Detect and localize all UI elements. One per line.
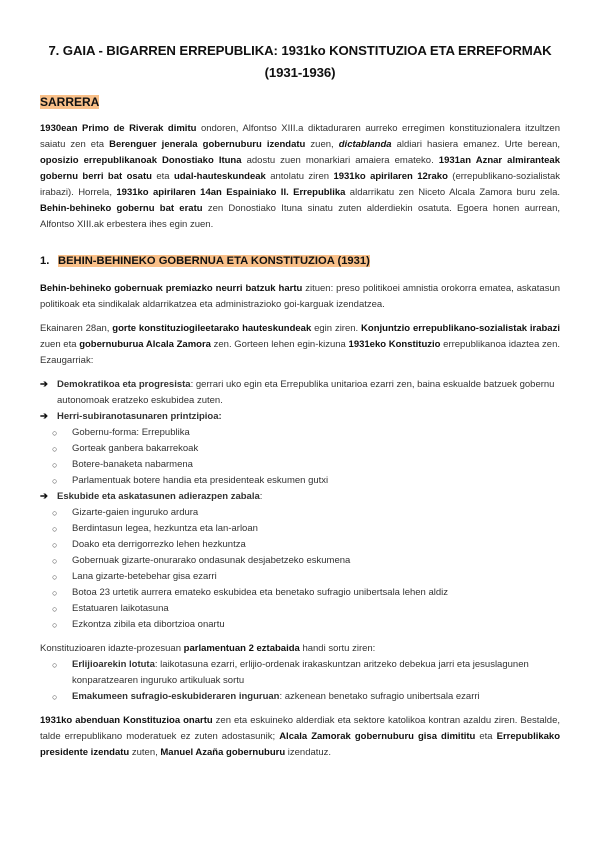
feature-item: ➔ Demokratikoa eta progresista: gerrari uko egin eta Errepublika unitarioa ezarri zen, baina eskualde batzuek gobernu autonomoak eratzeko eskubidea zuten.	[40, 379, 555, 406]
title-line-1: 7. GAIA - BIGARREN ERREPUBLIKA: 1931ko KONSTITUZIOA ETA ERREFORMAK	[48, 43, 552, 58]
circle-bullet-icon: ○	[52, 508, 58, 518]
list-item: ○ Gobernu-forma: Errepublika	[52, 425, 560, 441]
list-item: ○ Ezkontza zibila eta dibortzioa onartu	[52, 617, 560, 633]
arrow-icon: ➔	[40, 491, 48, 502]
list-item: ○ Berdintasun legea, hezkuntza eta lan-arloan	[52, 521, 560, 537]
list-item: ○ Lana gizarte-betebehar gisa ezarri	[52, 569, 560, 585]
section-1-paragraph-4: 1931ko abenduan Konstituzioa onartu zen eta eskuineko alderdiak eta sektore katolikoa kontran azaldu ziren. Bestalde, talde errepublikano moderatuek ez zuten adostasunik; Alcala Zamorak gobernuburu gisa dimititu eta Errepublikako presidente izendatu zuten, Manuel Azaña gobernuburu izendatuz.	[40, 715, 560, 758]
arrow-icon: ➔	[40, 379, 48, 390]
circle-bullet-icon: ○	[52, 540, 58, 550]
circle-bullet-icon: ○	[52, 460, 58, 470]
section-1-heading: 1. BEHIN-BEHINEKO GOBERNUA ETA KONSTITUZIOA (1931)	[40, 255, 370, 267]
list-item: ○ Botere-banaketa nabarmena	[52, 457, 560, 473]
section-1-paragraph-2: Ekainaren 28an, gorte konstituziogileetarako hauteskundeak egin ziren. Konjuntzio errepublikano-sozialistak irabazi zuen eta gobernuburua Alcala Zamora zen. Gorteen lehen egin-kizuna 1931eko Konstituzio errepublikanoa idaztea zen. Ezaugarriak:	[40, 323, 560, 366]
circle-bullet-icon: ○	[52, 588, 58, 598]
debate-item: ○ Emakumeen sufragio-eskubideraren inguruan: azkenean benetako sufragio unibertsala ezarri	[52, 689, 560, 705]
circle-bullet-icon: ○	[52, 428, 58, 438]
list-item: ○ Gizarte-gaien inguruko ardura	[52, 505, 560, 521]
circle-bullet-icon: ○	[52, 572, 58, 582]
sarrera-paragraph: 1930ean Primo de Riverak dimitu ondoren, Alfontso XIII.a diktaduraren aurreko erregimen konstituzionalera itzultzen saiatu zen eta Berenguer jenerala gobernuburu izendatu zuen, dictablanda aldiari hasiera emanez. Urte berean, oposizio errepublikanoak Donostiako Ituna adostu zuen monarkiari amaiera emateko. 1931an Aznar almiranteak gobernu berri bat osatu eta udal-hauteskundeak antolatu ziren 1931ko apirilaren 12rako (errepublikano-sozialistak irabazi). Horrela, 1931ko apirilaren 14an Espainiako II. Errepublika aldarrikatu zen Niceto Alcala Zamora buru zela. Behin-behineko gobernu bat eratu zen Donostiako Ituna sinatu zuten alderdiekin osatuta. Egoera honen aurrean, Alfontso XIII.ak erbestera ihes egin zuen.	[40, 123, 560, 230]
list-item: ○ Doako eta derrigorrezko lehen hezkuntza	[52, 537, 560, 553]
circle-bullet-icon: ○	[52, 524, 58, 534]
circle-bullet-icon: ○	[52, 620, 58, 630]
title-line-2: (1931-1936)	[264, 65, 336, 80]
list-item: ○ Gobernuak gizarte-onurarako ondasunak desjabetzeko eskumena	[52, 553, 560, 569]
section-1-paragraph-1: Behin-behineko gobernuak premiazko neurri batzuk hartu zituen: preso politikoei amnistia orokorra ematea, askatasun politikoak eta sindikalak aldarrikatzea eta administrazioko goi-karguak izendatzea.	[40, 283, 561, 310]
circle-bullet-icon: ○	[52, 556, 58, 566]
circle-bullet-icon: ○	[52, 660, 58, 670]
list-item: ○ Botoa 23 urtetik aurrera emateko eskubidea eta benetako sufragio unibertsala lehen aldiz	[52, 585, 560, 601]
section-1-paragraph-3: Konstituzioaren idazte-prozesuan parlamentuan 2 eztabaida handi sortu ziren:	[40, 643, 376, 654]
circle-bullet-icon: ○	[52, 476, 58, 486]
list-item: ○ Parlamentuak botere handia eta presidenteak eskumen gutxi	[52, 473, 560, 489]
circle-bullet-icon: ○	[52, 604, 58, 614]
list-item: ○ Estatuaren laikotasuna	[52, 601, 560, 617]
circle-bullet-icon: ○	[52, 692, 58, 702]
circle-bullet-icon: ○	[52, 444, 58, 454]
list-item: ○ Gorteak ganbera bakarrekoak	[52, 441, 560, 457]
debate-item: ○ Erlijioarekin lotuta: laikotasuna ezarri, erlijio-ordenak irakaskuntzan aritzeko debekua jarri eta jesuslagunen konparatzearen inguruko artikuluak sortu	[52, 659, 529, 686]
feature-item: ➔ Herri-subiranotasunaren printzipioa:	[40, 409, 560, 425]
arrow-icon: ➔	[40, 411, 48, 422]
page-title	[40, 40, 560, 84]
feature-item: ➔ Eskubide eta askatasunen adierazpen zabala:	[40, 489, 560, 505]
sarrera-heading: SARRERA	[40, 95, 100, 109]
